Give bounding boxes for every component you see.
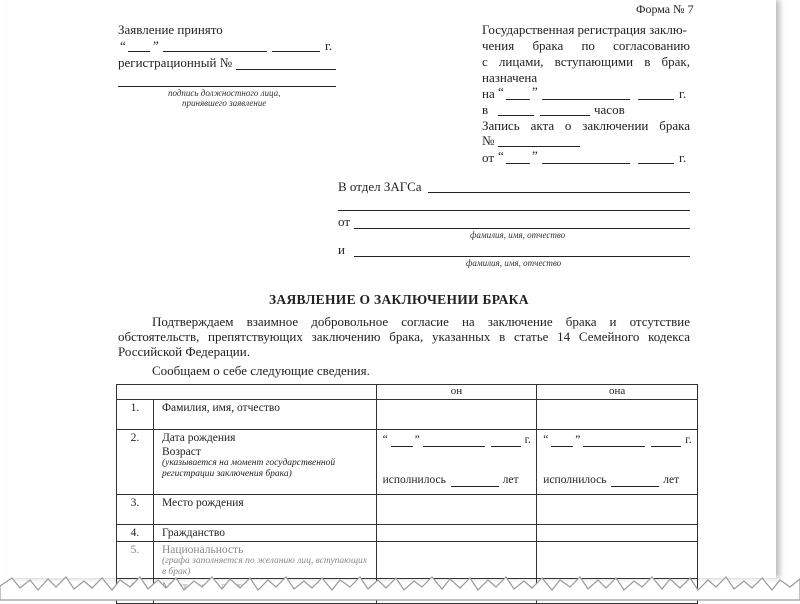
record-month-line	[542, 163, 630, 164]
in-label: в	[482, 102, 489, 117]
age-line	[611, 486, 659, 487]
record-day-line	[506, 163, 530, 164]
age-note-1: (указывается на момент государственной	[161, 458, 336, 468]
accepted-quote-open: “	[120, 38, 126, 53]
she-birth-cell[interactable]	[537, 430, 698, 495]
row-number: 1.	[117, 400, 154, 430]
row-number: 4.	[117, 525, 154, 542]
age-line	[451, 486, 499, 487]
month-line	[583, 446, 645, 447]
he-citizenship-cell[interactable]	[376, 525, 537, 542]
in-minute-line	[540, 115, 590, 116]
torn-edge-path	[0, 577, 800, 600]
registration-line-1: Государственная регистрация заклю-	[482, 22, 687, 37]
table-header-row	[117, 385, 698, 400]
row-number: 5.	[117, 542, 154, 579]
and-fio-caption: фамилия, имя, отчество	[466, 258, 562, 268]
she-citizenship-cell[interactable]	[537, 525, 698, 542]
record-quote-open: “	[498, 148, 504, 163]
row-label: Гражданство	[153, 525, 376, 542]
record-quote-close: ”	[532, 148, 538, 163]
column-she: она	[537, 385, 698, 400]
row-label	[153, 430, 376, 495]
record-number-line	[498, 146, 580, 147]
age-note-2: регистрации заключения брака)	[161, 469, 292, 479]
and-label: и	[338, 242, 345, 257]
table-row	[117, 400, 698, 430]
nationality-label: Национальность	[161, 544, 244, 556]
age-done-label: исполнилось	[543, 474, 607, 486]
reg-number-label: регистрационный №	[118, 55, 233, 70]
on-month-line	[542, 99, 630, 100]
registration-line-3: с лицами, вступающими в брак,	[482, 54, 690, 69]
reg-number-line	[236, 69, 336, 70]
year-line	[491, 446, 521, 447]
record-number-label: №	[482, 133, 495, 148]
to-zags-label: В отдел ЗАГСа	[338, 179, 422, 194]
registration-line-4: назначена	[482, 70, 538, 85]
on-year-line	[638, 99, 674, 100]
paragraph-2: Сообщаем о себе следующие сведения.	[152, 363, 370, 378]
on-quote-close: ”	[532, 84, 538, 99]
from-fio-line	[354, 228, 690, 229]
hours-label: часов	[594, 102, 625, 117]
row-label: Фамилия, имя, отчество	[153, 400, 376, 430]
on-label: на	[482, 86, 495, 101]
from-label: от	[338, 214, 351, 229]
day-line	[551, 446, 573, 447]
signature-line	[118, 86, 336, 87]
year-suffix: г.	[685, 434, 692, 446]
record-from-label: от	[482, 150, 495, 165]
registration-line-2: чения брака по согласованию	[482, 38, 690, 53]
record-year-line	[638, 163, 674, 164]
document-title: ЗАЯВЛЕНИЕ О ЗАКЛЮЧЕНИИ БРАКА	[269, 292, 529, 307]
age-done-label: исполнилось	[382, 474, 446, 486]
she-birthplace-cell[interactable]	[537, 495, 698, 525]
nationality-note-1: (графа заполняется по желанию лиц, вступающих	[161, 556, 368, 566]
paragraph-1-line-3: Российской Федерации.	[118, 344, 250, 359]
in-hour-line	[498, 115, 534, 116]
years-label: лет	[502, 474, 519, 486]
and-fio-line	[354, 256, 690, 257]
paragraph-1-line-2: обстоятельств, препятствующих заключению брака, указанных в статье 14 Семейного кодекса	[118, 329, 690, 344]
row-number: 3.	[117, 495, 154, 525]
table-row	[117, 495, 698, 525]
birth-date-label: Дата рождения	[161, 432, 236, 444]
from-fio-caption: фамилия, имя, отчество	[470, 230, 566, 240]
on-year-suffix: г.	[679, 86, 687, 101]
he-birth-cell[interactable]	[376, 430, 537, 495]
record-year-suffix: г.	[679, 150, 687, 165]
torn-edge-graphic	[0, 560, 800, 600]
he-birthplace-cell[interactable]	[376, 495, 537, 525]
age-label: Возраст	[161, 446, 201, 458]
nationality-note-2: в брак)	[161, 567, 191, 577]
signature-caption-2: принявшего заявление	[182, 98, 267, 108]
month-line	[423, 446, 485, 447]
quote-close: ”	[414, 434, 420, 446]
on-day-line	[506, 99, 530, 100]
on-quote-open: “	[498, 84, 504, 99]
accepted-year-suffix: г.	[325, 38, 333, 53]
accepted-quote-close: ”	[153, 38, 159, 53]
table-header-empty	[117, 385, 377, 400]
accepted-year-line	[272, 51, 320, 52]
form-page	[8, 0, 776, 578]
year-line	[651, 446, 681, 447]
zags-line	[428, 192, 690, 193]
row-label: Место рождения	[153, 495, 376, 525]
quote-open: “	[543, 434, 549, 446]
form-number: Форма № 7	[636, 2, 694, 16]
accepted-month-line	[163, 51, 267, 52]
paragraph-1-line-1: Подтверждаем взаимное добровольное согласие на заключение брака и отсутствие	[152, 314, 690, 329]
quote-open: “	[382, 434, 388, 446]
accepted-day-line	[128, 51, 150, 52]
years-label: лет	[663, 474, 680, 486]
day-line	[391, 446, 413, 447]
column-he: он	[376, 385, 537, 400]
year-suffix: г.	[524, 434, 531, 446]
quote-close: ”	[575, 434, 581, 446]
she-fio-cell[interactable]	[537, 400, 698, 430]
signature-caption-1: подпись должностного лица,	[168, 88, 281, 98]
table-row	[117, 430, 698, 495]
row-number: 2.	[117, 430, 154, 495]
record-line-1: Запись акта о заключении брака	[482, 118, 690, 133]
table-row	[117, 525, 698, 542]
he-fio-cell[interactable]	[376, 400, 537, 430]
zags-line-2	[338, 210, 690, 211]
accepted-label: Заявление принято	[118, 22, 223, 37]
